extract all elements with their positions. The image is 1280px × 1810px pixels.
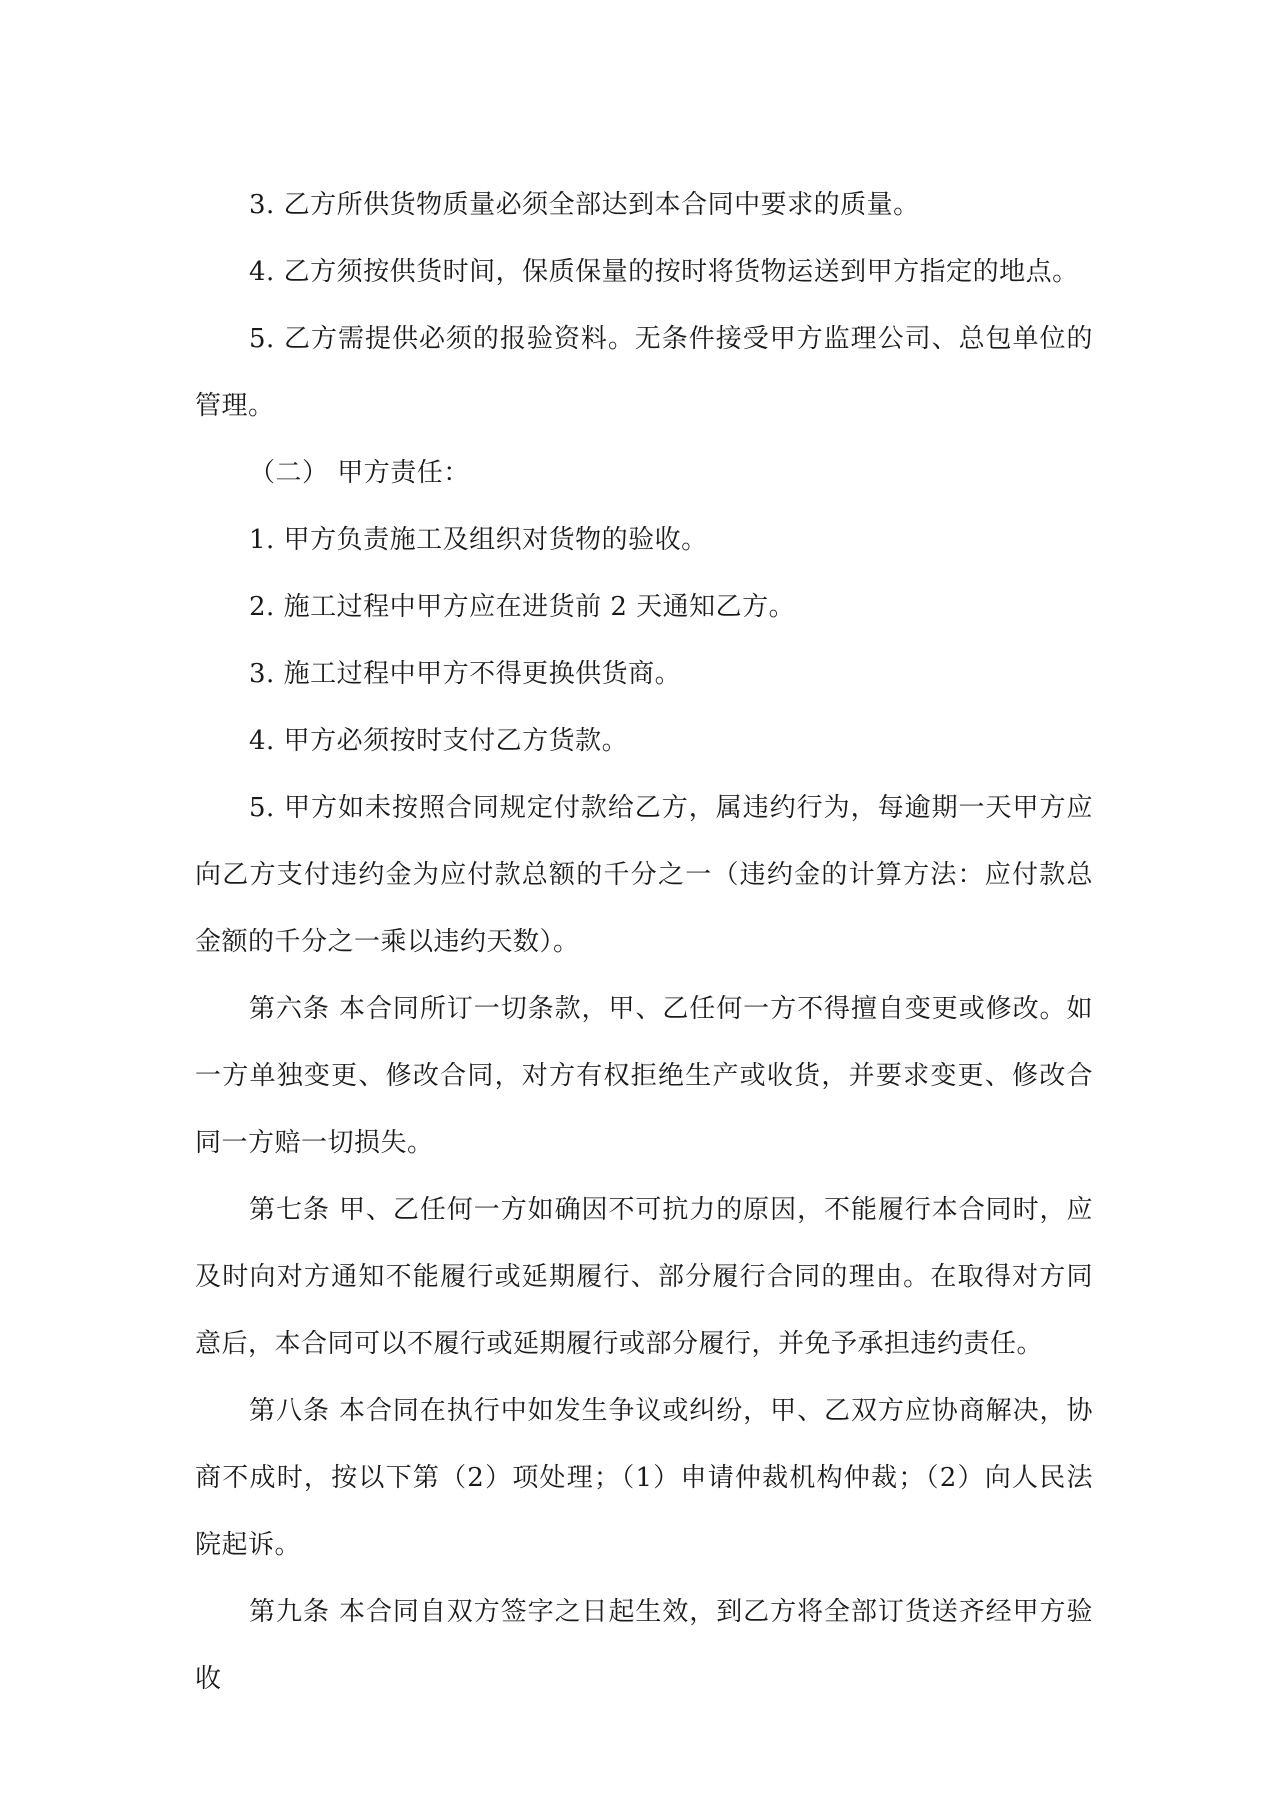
clause-paragraph: 5. 乙方需提供必须的报验资料。无条件接受甲方监理公司、总包单位的管理。 [195, 324, 1093, 421]
clause-paragraph: 5. 甲方如未按照合同规定付款给乙方，属违约行为，每逾期一天甲方应向乙方支付违约金为应付款总额的千分之一（违约金的计算方法：应付款总金额的千分之一乘以违约天数）。 [195, 793, 1093, 957]
document-body [195, 172, 1093, 1713]
article-eight: 第八条 本合同在执行中如发生争议或纠纷，甲、乙双方应协商解决，协商不成时，按以下第（2）项处理；（1）申请仲裁机构仲裁；（2）向人民法院起诉。 [195, 1396, 1093, 1560]
clause-paragraph: 4. 甲方必须按时支付乙方货款。 [249, 726, 629, 756]
article-nine: 第九条 本合同自双方签字之日起生效，到乙方将全部订货送齐经甲方验收 [195, 1597, 1093, 1694]
clause-paragraph: 3. 乙方所供货物质量必须全部达到本合同中要求的质量。 [249, 190, 920, 220]
article-six: 第六条 本合同所订一切条款，甲、乙任何一方不得擅自变更或修改。如一方单独变更、修改合同，对方有权拒绝生产或收货，并要求变更、修改合同一方赔一切损失。 [195, 994, 1093, 1158]
section-heading: （二） 甲方责任： [249, 458, 470, 488]
clause-paragraph: 1. 甲方负责施工及组织对货物的验收。 [249, 525, 708, 555]
clause-paragraph: 4. 乙方须按供货时间，保质保量的按时将货物运送到甲方指定的地点。 [249, 257, 1079, 287]
clause-paragraph: 3. 施工过程中甲方不得更换供货商。 [249, 659, 682, 689]
clause-paragraph: 2. 施工过程中甲方应在进货前 2 天通知乙方。 [249, 592, 796, 622]
article-seven: 第七条 甲、乙任何一方如确因不可抗力的原因，不能履行本合同时，应及时向对方通知不能履行或延期履行、部分履行合同的理由。在取得对方同意后，本合同可以不履行或延期履行或部分履行，并免予承担违约责任。 [195, 1195, 1093, 1359]
